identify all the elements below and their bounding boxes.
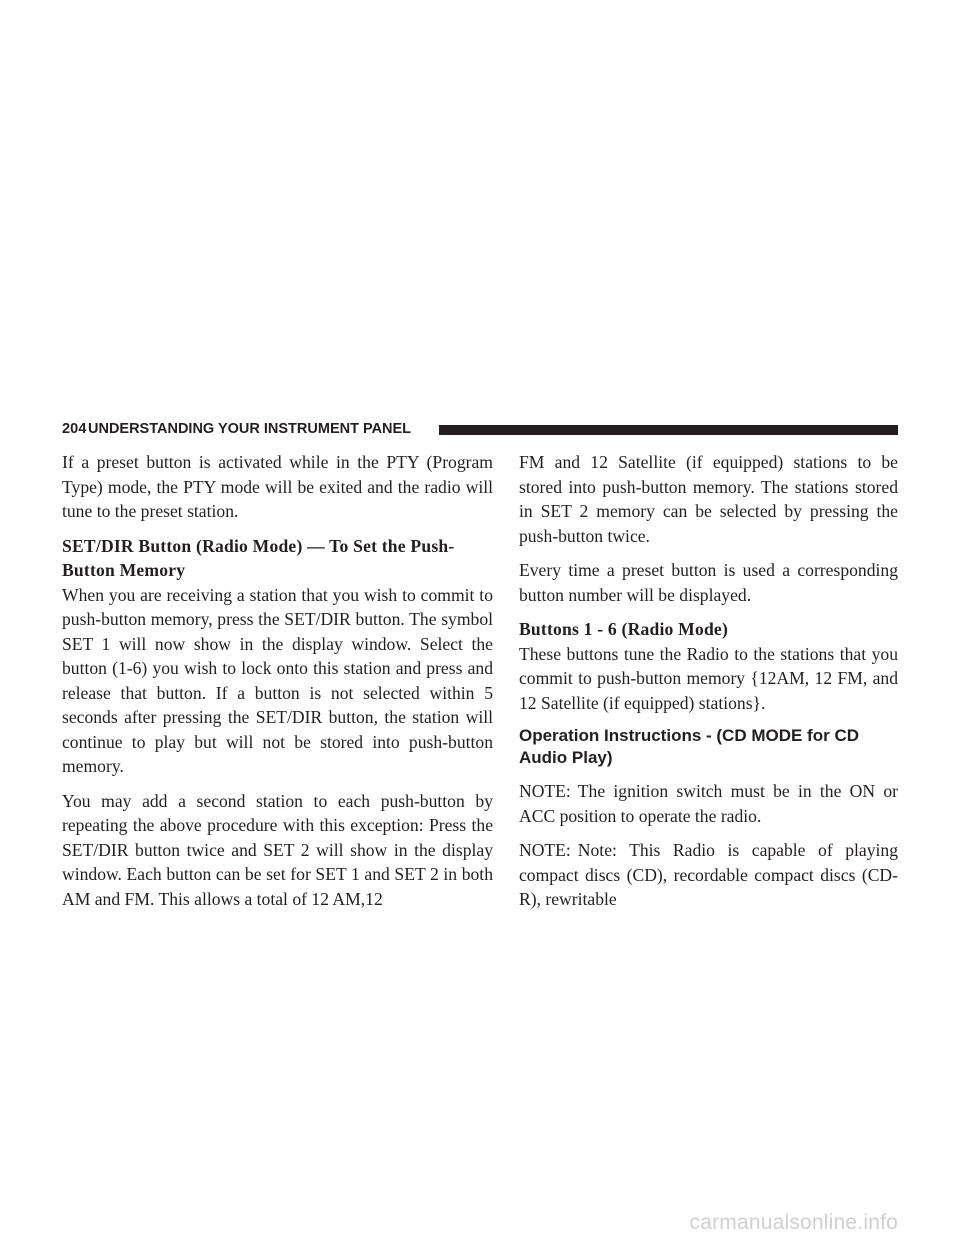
right-column xyxy=(519,450,898,922)
paragraph-set-memory: When you are receiving a station that you wish to commit to push-button memory, press the SET/DIR button. The symbol SET 1 will now show in the display window. Select the button (1-6) you wish to lock onto this station and press and release that button. If a button is not selected within 5 seconds after pressing the SET/DIR button, the station will continue to play but will not be stored into push-button memory. xyxy=(62,584,493,776)
note-label: NOTE: xyxy=(519,840,571,860)
note-label: NOTE: xyxy=(519,781,571,801)
header-rule xyxy=(439,425,898,435)
paragraph-pty-preset: If a preset button is activated while in the PTY (Program Type) mode, the PTY mode will be exited and the radio will tune to the preset station. xyxy=(62,452,493,521)
paragraph-second-station: You may add a second station to each push-button by repeating the above procedure with this exception: Press the SET/DIR button twice and SET 2 will show in the display window. Each button can be set for SET 1 and SET 2 in both AM and FM. This allows a total of 12 AM,12 xyxy=(62,790,493,909)
note-cd-capability xyxy=(519,838,898,912)
paragraph-preset-display: Every time a preset button is used a corresponding button number will be displayed. xyxy=(519,560,898,605)
page-header xyxy=(62,420,898,438)
heading-set-dir-button: SET/DIR Button (Radio Mode) — To Set the Push-Button Memory xyxy=(62,535,455,580)
note-text: The ignition switch must be in the ON or ACC position to operate the radio. xyxy=(519,781,898,826)
heading-cd-mode: Operation Instructions - (CD MODE for CD Audio Play) xyxy=(519,726,859,767)
note-text: Note: This Radio is capable of playing compact discs (CD), recordable compact discs (CD-R), rewritable xyxy=(519,840,898,909)
paragraph-buttons-tune: These buttons tune the Radio to the stations that you commit to push-button memory {12AM, 12 FM, and 12 Satellite (if equipped) stations}. xyxy=(519,643,898,713)
page-number: 204 xyxy=(62,421,87,437)
section-title: UNDERSTANDING YOUR INSTRUMENT PANEL xyxy=(88,421,412,437)
paragraph-set2-memory: FM and 12 Satellite (if equipped) stations to be stored into push-button memory. The stations stored in SET 2 memory can be selected by pressing the push-button twice. xyxy=(519,452,898,546)
heading-buttons-1-6: Buttons 1 - 6 (Radio Mode) xyxy=(519,619,728,639)
left-column xyxy=(62,450,493,921)
watermark: carmanualsonline.info xyxy=(689,1211,898,1234)
note-ignition xyxy=(519,779,898,828)
